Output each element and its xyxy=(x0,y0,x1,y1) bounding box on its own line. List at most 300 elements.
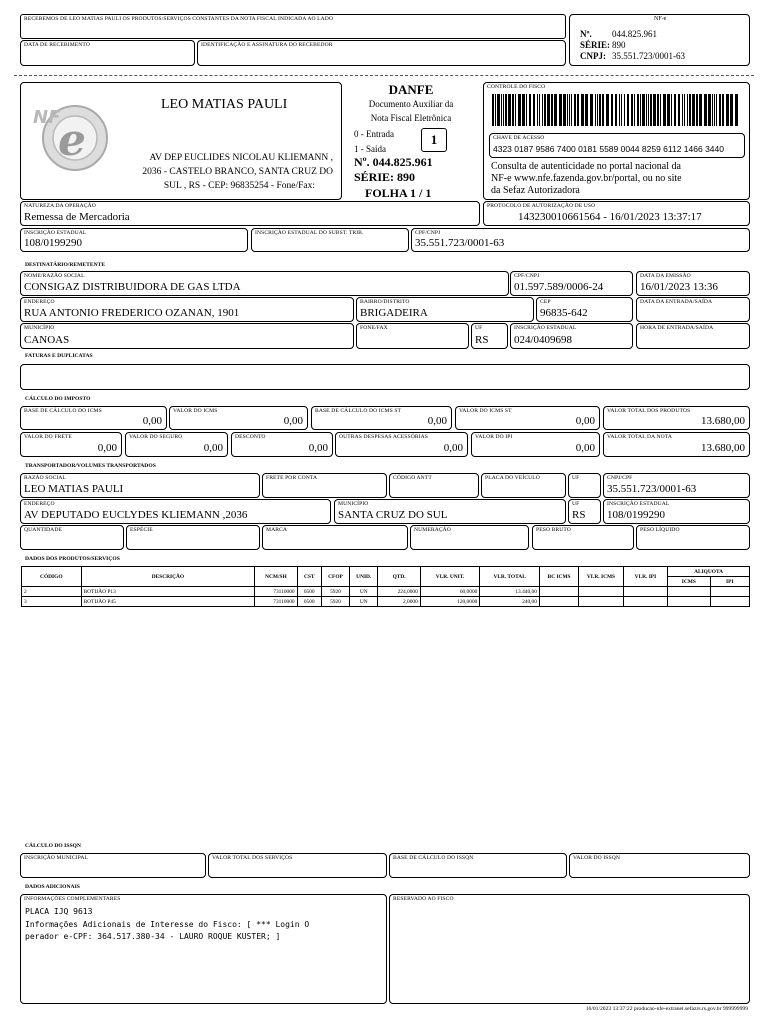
consulta-3: da Sefaz Autorizadora xyxy=(491,185,580,196)
cell-codigo: 3 xyxy=(22,597,82,607)
outras-box xyxy=(335,432,468,457)
table-row xyxy=(22,597,750,607)
recebemos-text: RECEBEMOS DE LEO MATIAS PAULI OS PRODUTOS/SERVIÇOS CONSTANTES DA NOTA FISCAL INDICADA AO LADO xyxy=(24,16,334,22)
destinatario-section: DESTINATÁRIO/REMETENTE xyxy=(25,262,106,268)
barcode-bar xyxy=(667,94,670,126)
v-icms-value: 0,00 xyxy=(283,415,303,427)
produtos-table xyxy=(21,566,750,607)
transp-razao-box xyxy=(20,473,260,498)
barcode-bar xyxy=(501,94,502,126)
info-line-3: perador e-CPF: 364.517.380-34 - LAURO ROQUE KUSTER; ] xyxy=(25,932,281,941)
barcode-bar xyxy=(631,94,633,126)
emitente-cnpj-label: CPF/CNPJ xyxy=(415,230,441,236)
barcode-bar xyxy=(529,94,531,126)
imposto-section: CÁLCULO DO IMPOSTO xyxy=(25,396,91,402)
natureza-value: Remessa de Mercadoria xyxy=(24,211,130,223)
dest-uf-box xyxy=(471,323,508,349)
th-cst: CST xyxy=(297,567,321,587)
dest-uf-label: UF xyxy=(475,325,483,331)
transp-peso-bruto-box xyxy=(532,525,634,550)
barcode-bar xyxy=(567,94,568,126)
dest-uf-value: RS xyxy=(475,334,489,346)
transp-frete-box xyxy=(262,473,387,498)
transp-placa-box xyxy=(481,473,566,498)
transp-numeracao-label: NUMERAÇÃO xyxy=(414,527,451,533)
transp-uf-box xyxy=(568,473,601,498)
dest-cep-box xyxy=(536,297,633,322)
barcode-bar xyxy=(602,94,604,126)
dest-nome-value: CONSIGAZ DISTRIBUIDORA DE GAS LTDA xyxy=(24,281,241,293)
barcode-bar xyxy=(619,94,620,126)
transp-endereco-label: ENDEREÇO xyxy=(24,501,55,507)
dest-hora-box xyxy=(636,323,750,349)
barcode-bar xyxy=(492,94,494,126)
barcode-bar xyxy=(495,94,496,126)
desconto-label: DESCONTO xyxy=(235,434,266,440)
barcode-bar xyxy=(537,94,538,126)
barcode-bar xyxy=(606,94,609,126)
ipi-value: 0,00 xyxy=(575,442,595,454)
ie-st-label: INSCRIÇÃO ESTADUAL DO SUBST. TRIB. xyxy=(255,230,364,236)
reservado-fisco-box xyxy=(389,894,750,1004)
transp-cnpj-value: 35.551.723/0001-63 xyxy=(607,483,697,495)
canhoto-cnpj-label: CNPJ: xyxy=(580,51,606,61)
dest-endereco-label: ENDEREÇO xyxy=(24,299,55,305)
barcode-bar xyxy=(571,94,572,126)
transp-cnpj-label: CNPJ/CPF xyxy=(607,475,633,481)
barcode-bar xyxy=(663,94,666,126)
issqn-bc-box xyxy=(389,853,567,878)
dest-ie-box xyxy=(510,323,633,349)
v-icms-box xyxy=(169,406,308,430)
barcode-bar xyxy=(554,94,557,126)
transp-ie-label: INSCRIÇÃO ESTADUAL xyxy=(607,501,670,507)
dest-bairro-value: BRIGADEIRA xyxy=(360,307,428,319)
ie-box xyxy=(20,228,248,252)
dest-nome-label: NOME/RAZÃO SOCIAL xyxy=(24,273,85,279)
canhoto-numero-line xyxy=(580,29,657,39)
nfe-logo-icon xyxy=(31,93,111,183)
transp-uf2-label: UF xyxy=(572,501,580,507)
transp-municipio-value: SANTA CRUZ DO SUL xyxy=(338,509,448,521)
barcode-bar xyxy=(505,94,507,126)
canhoto-cnpj-line xyxy=(580,51,685,61)
barcode-bar xyxy=(547,94,550,126)
v-prod-box xyxy=(603,406,750,430)
cell-aliq-ipi xyxy=(710,597,749,607)
barcode-bar xyxy=(559,94,562,126)
barcode-bar xyxy=(526,94,527,126)
cell-codigo: 2 xyxy=(22,587,82,597)
canhoto-nfe-box xyxy=(569,14,750,66)
adicionais-section: DADOS ADICIONAIS xyxy=(25,884,80,890)
svg-text:NF: NF xyxy=(33,107,61,128)
cell-cfop: 5920 xyxy=(321,587,349,597)
ie-label: INSCRIÇÃO ESTADUAL xyxy=(24,230,87,236)
transp-peso-bruto-label: PESO BRUTO xyxy=(536,527,571,533)
cell-unid: UN xyxy=(350,587,378,597)
canhoto-identificacao xyxy=(197,40,566,66)
danfe-sub1: Documento Auxiliar da xyxy=(368,99,454,109)
cut-line xyxy=(14,75,754,76)
cell-qtd: 224,0000 xyxy=(378,587,420,597)
frete-box xyxy=(20,432,122,457)
barcode-bar xyxy=(569,94,570,126)
v-st-value: 0,00 xyxy=(575,415,595,427)
danfe-saida: 1 - Saída xyxy=(354,144,386,154)
canhoto-numero-label: Nº. xyxy=(580,29,592,39)
issqn-v-label: VALOR DO ISSQN xyxy=(573,855,620,861)
dest-bairro-label: BAIRRO/DISTRITO xyxy=(360,299,410,305)
transp-placa-label: PLACA DO VEÍCULO xyxy=(485,475,540,481)
dest-emissao-value: 16/01/2023 13:36 xyxy=(640,281,718,293)
barcode-bar xyxy=(544,94,546,126)
barcode-bar xyxy=(497,94,500,126)
dest-emissao-box xyxy=(636,271,750,296)
bc-st-value: 0,00 xyxy=(427,415,447,427)
dest-cnpj-label: CPF/CNPJ xyxy=(514,273,540,279)
faturas-section: FATURAS E DUPLICATAS xyxy=(25,353,93,359)
svg-text:e: e xyxy=(58,115,86,166)
cell-aliq-ipi xyxy=(710,587,749,597)
barcode-bar xyxy=(708,94,711,126)
emitente-endereco-2: 2036 - CASTELO BRANCO, SANTA CRUZ DO xyxy=(142,167,333,177)
chave-box xyxy=(489,133,745,158)
transp-especie-box xyxy=(126,525,260,550)
canhoto-serie-line xyxy=(580,40,626,50)
th-cfop: CFOP xyxy=(321,567,349,587)
barcode-bar xyxy=(574,94,576,126)
barcode-bar xyxy=(563,94,566,126)
dest-entrada-box xyxy=(636,297,750,322)
barcode-bar xyxy=(590,94,593,126)
dest-emissao-label: DATA DA EMISSÃO xyxy=(640,273,691,279)
barcode-bar xyxy=(627,94,629,126)
cell-vlr-icms xyxy=(579,597,623,607)
barcode-bar xyxy=(615,94,617,126)
barcode-bar xyxy=(716,94,717,126)
barcode-bar xyxy=(646,94,647,126)
danfe-numero: Nº. 044.825.961 xyxy=(354,155,433,169)
controle-fisco-box xyxy=(483,82,750,200)
th-vlr-icms: VLR. ICMS xyxy=(579,567,623,587)
bc-icms-value: 0,00 xyxy=(142,415,162,427)
barcode-bar xyxy=(642,94,645,126)
barcode-bar xyxy=(687,94,688,126)
dest-municipio-value: CANOAS xyxy=(24,334,70,346)
dest-cnpj-box xyxy=(510,271,633,296)
identificacao-label: IDENTIFICAÇÃO E ASSINATURA DO RECEBEDOR xyxy=(201,42,333,48)
emitente-cnpj-box xyxy=(411,228,750,252)
danfe-serie: SÉRIE: 890 xyxy=(354,170,416,184)
issqn-v-box xyxy=(569,853,750,878)
chave-label: CHAVE DE ACESSO xyxy=(493,135,545,141)
barcode-bar xyxy=(699,94,702,126)
barcode-bar xyxy=(726,94,729,126)
barcode-bar xyxy=(512,94,514,126)
cell-ncm: 73110000 xyxy=(255,587,297,597)
barcode-bar xyxy=(595,94,596,126)
barcode-bar xyxy=(682,94,683,126)
transp-uf2-box xyxy=(568,499,601,524)
danfe-entrada: 0 - Entrada xyxy=(354,129,394,139)
info-complementares-box xyxy=(20,894,387,1004)
cell-cfop: 5920 xyxy=(321,597,349,607)
v-st-label: VALOR DO ICMS ST xyxy=(459,408,512,414)
cell-vlr-unit: 60,0000 xyxy=(420,587,480,597)
emitente-endereco-1: AV DEP EUCLIDES NICOLAU KLIEMANN , xyxy=(149,153,333,163)
transp-uf-label: UF xyxy=(572,475,580,481)
barcode-bar xyxy=(684,94,685,126)
footer-text: 16/01/2023 13:37:22 producao-nfe-extranet.sefazrs.rs.gov.br 999999999 xyxy=(585,1006,748,1012)
transp-numeracao-box xyxy=(410,525,529,550)
barcode-bar xyxy=(508,94,511,126)
dest-cep-value: 96835-642 xyxy=(540,307,588,319)
canhoto-cnpj: 35.551.723/0001-63 xyxy=(612,51,685,61)
dest-municipio-label: MUNICÍPIO xyxy=(24,325,55,331)
barcode-bar xyxy=(692,94,695,126)
th-aliq-icms: ICMS xyxy=(668,577,710,587)
transp-endereco-box xyxy=(20,499,331,524)
barcode-bar xyxy=(671,94,672,126)
bc-icms-label: BASE DE CÁLCULO DO ICMS xyxy=(24,408,102,414)
danfe-sub2: Nota Fiscal Eletrônica xyxy=(370,113,452,123)
barcode-bar xyxy=(518,94,521,126)
emitente-nome: LEO MATIAS PAULI xyxy=(161,97,288,112)
transp-municipio-label: MUNICÍPIO xyxy=(338,501,369,507)
dest-fone-box xyxy=(356,323,469,349)
reservado-fisco-label: RESERVADO AO FISCO xyxy=(393,896,454,902)
outras-value: 0,00 xyxy=(443,442,463,454)
barcode-bar xyxy=(533,94,535,126)
ie-value: 108/0199290 xyxy=(24,237,83,249)
cell-unid: UN xyxy=(350,597,378,607)
cell-vlr-unit: 120,0000 xyxy=(420,597,480,607)
barcode-bar xyxy=(674,94,676,126)
barcode-bar xyxy=(637,94,639,126)
barcode-bar xyxy=(653,94,656,126)
transp-frete-label: FRETE POR CONTA xyxy=(266,475,318,481)
bc-st-label: BASE DE CÁLCULO DO ICMS ST xyxy=(315,408,402,414)
consulta-1: Consulta de autenticidade no portal nacional da xyxy=(491,161,681,172)
faturas-box xyxy=(20,364,750,390)
barcode-bar xyxy=(542,94,543,126)
seguro-box xyxy=(125,432,228,457)
v-nota-value: 13.680,00 xyxy=(701,442,745,454)
barcode-bar xyxy=(597,94,598,126)
transp-qtd-box xyxy=(20,525,124,550)
transp-especie-label: ESPÉCIE xyxy=(130,527,153,533)
issqn-vs-label: VALOR TOTAL DOS SERVIÇOS xyxy=(212,855,293,861)
canhoto-numero: 044.825.961 xyxy=(612,29,657,39)
th-ncm: NCM/SH xyxy=(255,567,297,587)
cell-qtd: 2,0000 xyxy=(378,597,420,607)
emitente-box xyxy=(20,82,342,200)
barcode-bar xyxy=(678,94,680,126)
canhoto-serie-label: SÉRIE: xyxy=(580,40,611,50)
barcode-bar xyxy=(539,94,540,126)
th-bc-icms: BC ICMS xyxy=(539,567,578,587)
barcode-bar xyxy=(640,94,641,126)
info-line-2: Informações Adicionais de Interesse do Fisco: [ *** Login O xyxy=(25,920,310,929)
transp-peso-liquido-label: PESO LÍQUIDO xyxy=(640,527,680,533)
canhoto-serie: 890 xyxy=(612,40,626,50)
transp-marca-box xyxy=(262,525,408,550)
barcode-bar xyxy=(712,94,713,126)
barcode-bar xyxy=(621,94,622,126)
issqn-bc-label: BASE DE CÁLCULO DO ISSQN xyxy=(393,855,474,861)
issqn-im-label: INSCRIÇÃO MUNICIPAL xyxy=(24,855,89,861)
dest-endereco-box xyxy=(20,297,354,322)
dest-cep-label: CEP xyxy=(540,299,551,305)
transp-marca-label: MARCA xyxy=(266,527,288,533)
emitente-endereco-3: SUL , RS - CEP: 96835254 - Fone/Fax: xyxy=(163,181,315,191)
info-complementares-label: INFORMAÇÕES COMPLEMENTARES xyxy=(24,896,121,902)
th-vlr-unit: VLR. UNIT. xyxy=(420,567,480,587)
dest-endereco-value: RUA ANTONIO FREDERICO OZANAN, 1901 xyxy=(24,307,240,319)
issqn-section: CÁLCULO DO ISSQN xyxy=(25,843,81,849)
danfe-tipo-box xyxy=(421,128,447,152)
barcode-bar xyxy=(551,94,553,126)
transp-endereco-value: AV DEPUTADO EUCLYDES KLIEMANN ,2036 xyxy=(24,509,248,521)
protocolo-label: PROTOCOLO DE AUTORIZAÇÃO DE USO xyxy=(487,203,596,209)
transp-razao-label: RAZÃO SOCIAL xyxy=(24,475,67,481)
transp-municipio-box xyxy=(334,499,566,524)
th-descricao: DESCRIÇÃO xyxy=(81,567,255,587)
barcode-bar xyxy=(719,94,721,126)
info-line-1: PLACA IJQ 9613 xyxy=(25,907,93,916)
barcode-bar xyxy=(515,94,516,126)
cell-cst: 0500 xyxy=(297,587,321,597)
cell-descricao: BOTIJÃO P13 xyxy=(81,587,255,597)
cell-descricao: BOTIJÃO P45 xyxy=(81,597,255,607)
dest-nome-box xyxy=(20,271,509,296)
barcode-bar xyxy=(689,94,691,126)
v-nota-label: VALOR TOTAL DA NOTA xyxy=(607,434,672,440)
transp-peso-liquido-box xyxy=(636,525,750,550)
barcode-bar xyxy=(577,94,579,126)
bc-st-box xyxy=(311,406,452,430)
frete-value: 0,00 xyxy=(97,442,117,454)
issqn-vs-box xyxy=(208,853,387,878)
danfe-tipo: 1 xyxy=(430,132,438,147)
canhoto-recebemos xyxy=(20,14,566,39)
transportador-section: TRANSPORTADOR/VOLUMES TRANSPORTADOS xyxy=(25,463,156,469)
th-qtd: QTD. xyxy=(378,567,420,587)
protocolo-value: 143230010661564 - 16/01/2023 13:37:17 xyxy=(518,211,702,223)
cell-vlr-icms xyxy=(579,587,623,597)
cell-vlr-ipi xyxy=(623,587,667,597)
frete-label: VALOR DO FRETE xyxy=(24,434,72,440)
th-unid: UNID. xyxy=(350,567,378,587)
barcode-bar xyxy=(634,94,635,126)
cell-cst: 0500 xyxy=(297,597,321,607)
chave-value: 4323 0187 9586 7400 0181 5589 0044 8259 6112 1466 3440 xyxy=(493,144,724,154)
bc-icms-box xyxy=(20,406,167,430)
v-prod-label: VALOR TOTAL DOS PRODUTOS xyxy=(607,408,691,414)
th-vlr-ipi: VLR. IPI xyxy=(623,567,667,587)
barcode-bar xyxy=(585,94,588,126)
v-prod-value: 13.680,00 xyxy=(701,415,745,427)
issqn-im-box xyxy=(20,853,206,878)
barcode-bar xyxy=(660,94,661,126)
transp-ie-box xyxy=(603,499,750,524)
cell-aliq-icms xyxy=(668,597,710,607)
th-aliq-ipi: IPI xyxy=(710,577,749,587)
barcode xyxy=(492,94,742,126)
seguro-label: VALOR DO SEGURO xyxy=(129,434,183,440)
emitente-cnpj-value: 35.551.723/0001-63 xyxy=(415,237,505,249)
dest-ie-label: INSCRIÇÃO ESTADUAL xyxy=(514,325,577,331)
barcode-bar xyxy=(522,94,525,126)
cell-vlr-total: 13.440,00 xyxy=(480,587,540,597)
cell-bc-icms xyxy=(539,597,578,607)
danfe-title: DANFE xyxy=(388,82,434,97)
seguro-value: 0,00 xyxy=(203,442,223,454)
transp-qtd-label: QUANTIDADE xyxy=(24,527,62,533)
barcode-bar xyxy=(722,94,724,126)
table-row xyxy=(22,587,750,597)
dest-hora-label: HORA DE ENTRADA/SAÍDA xyxy=(640,325,714,331)
cell-bc-icms xyxy=(539,587,578,597)
v-st-box xyxy=(455,406,600,430)
dest-municipio-box xyxy=(20,323,354,349)
canhoto-data-recebimento xyxy=(20,40,195,66)
dest-fone-label: FONE/FAX xyxy=(360,325,388,331)
natureza-label: NATUREZA DA OPERAÇÃO xyxy=(24,203,96,209)
protocolo-box xyxy=(483,201,750,226)
produtos-header-row xyxy=(22,567,750,577)
barcode-bar xyxy=(735,94,738,126)
transp-cnpj-box xyxy=(603,473,750,498)
natureza-box xyxy=(20,201,480,226)
dest-ie-value: 024/0409698 xyxy=(514,334,573,346)
barcode-bar xyxy=(730,94,733,126)
controle-fisco-label: CONTROLE DO FISCO xyxy=(487,84,546,90)
th-codigo: CÓDIGO xyxy=(22,567,82,587)
barcode-bar xyxy=(624,94,625,126)
barcode-bar xyxy=(611,94,613,126)
transp-antt-box xyxy=(389,473,479,498)
dest-cnpj-value: 01.597.589/0006-24 xyxy=(514,281,604,293)
cell-ncm: 73110000 xyxy=(255,597,297,607)
th-aliquota: ALIQUOTA xyxy=(668,567,750,577)
barcode-bar xyxy=(714,94,715,126)
barcode-bar xyxy=(599,94,601,126)
dest-entrada-label: DATA DA ENTRADA/SAÍDA xyxy=(640,299,713,305)
cell-aliq-icms xyxy=(668,587,710,597)
outras-label: OUTRAS DESPESAS ACESSÓRIAS xyxy=(339,434,429,440)
barcode-bar xyxy=(581,94,584,126)
desconto-value: 0,00 xyxy=(308,442,328,454)
produtos-section: DADOS DOS PRODUTOS/SERVIÇOS xyxy=(25,556,120,562)
danfe-center xyxy=(344,82,478,200)
canhoto-nfe-label: NF-e xyxy=(654,16,667,22)
barcode-bar xyxy=(650,94,652,126)
barcode-bar xyxy=(657,94,659,126)
transp-antt-label: CÓDIGO ANTT xyxy=(393,475,432,481)
th-vlr-total: VLR. TOTAL xyxy=(480,567,540,587)
barcode-bar xyxy=(704,94,707,126)
v-icms-label: VALOR DO ICMS xyxy=(173,408,218,414)
v-nota-box xyxy=(603,432,750,457)
transp-razao-value: LEO MATIAS PAULI xyxy=(24,483,124,495)
ipi-label: VALOR DO IPI xyxy=(475,434,513,440)
barcode-bar xyxy=(648,94,649,126)
transp-ie-value: 108/0199290 xyxy=(607,509,666,521)
ipi-box xyxy=(471,432,600,457)
dest-bairro-box xyxy=(356,297,534,322)
